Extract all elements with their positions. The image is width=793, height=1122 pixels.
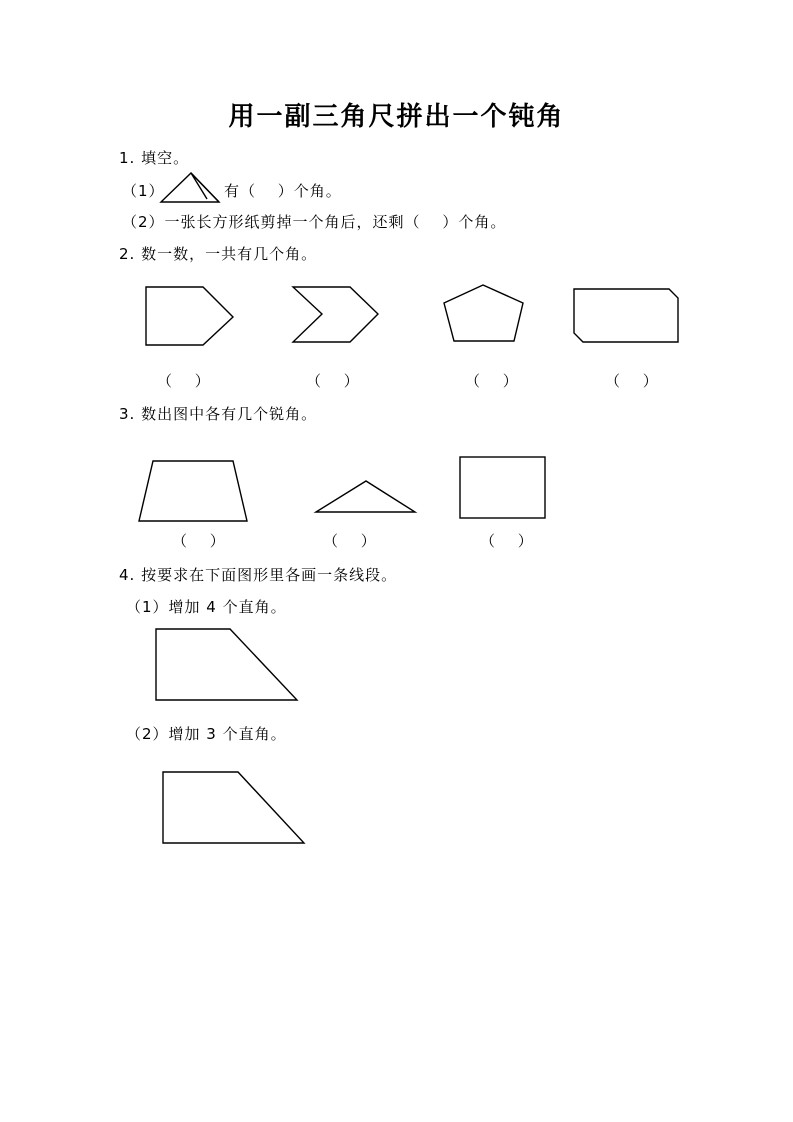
cut-corner-rectangle-shape	[572, 288, 680, 344]
small-triangle-figure	[160, 171, 222, 205]
trapezoid-shape	[138, 460, 250, 524]
page-title: 用一副三角尺拼出一个钝角	[228, 102, 565, 132]
question-3-answer-blank: （ ）	[323, 532, 377, 550]
question-2-heading: 2. 数一数，一共有几个角。	[119, 245, 318, 263]
question-4-item-2: （2）增加 3 个直角。	[126, 725, 287, 743]
question-4-item-1: （1）增加 4 个直角。	[126, 598, 287, 616]
question-2-answer-blank: （ ）	[157, 372, 211, 390]
rectangle-shape	[459, 456, 547, 520]
chevron-shape	[292, 286, 382, 344]
question-3-answer-blank: （ ）	[172, 532, 226, 550]
regular-pentagon-shape	[442, 283, 526, 343]
question-2-answer-blank: （ ）	[605, 372, 659, 390]
right-trapezoid-shape-1	[154, 627, 300, 703]
question-3-answer-blank: （ ）	[480, 532, 534, 550]
question-1-heading: 1. 填空。	[119, 149, 190, 167]
question-2-answer-blank: （ ）	[306, 372, 360, 390]
obtuse-triangle-shape	[314, 479, 418, 515]
right-trapezoid-shape-2	[161, 770, 307, 846]
question-1-item-2: （2）一张长方形纸剪掉一个角后，还剩（ ）个角。	[122, 213, 507, 231]
question-1-item-1-prefix: （1）	[122, 182, 165, 200]
question-2-answer-blank: （ ）	[465, 372, 519, 390]
question-4-heading: 4. 按要求在下面图形里各画一条线段。	[119, 566, 398, 584]
question-1-item-1-suffix: 有（ ）个角。	[224, 182, 342, 200]
question-3-heading: 3. 数出图中各有几个锐角。	[119, 405, 318, 423]
pentagon-arrow-shape	[145, 286, 235, 348]
